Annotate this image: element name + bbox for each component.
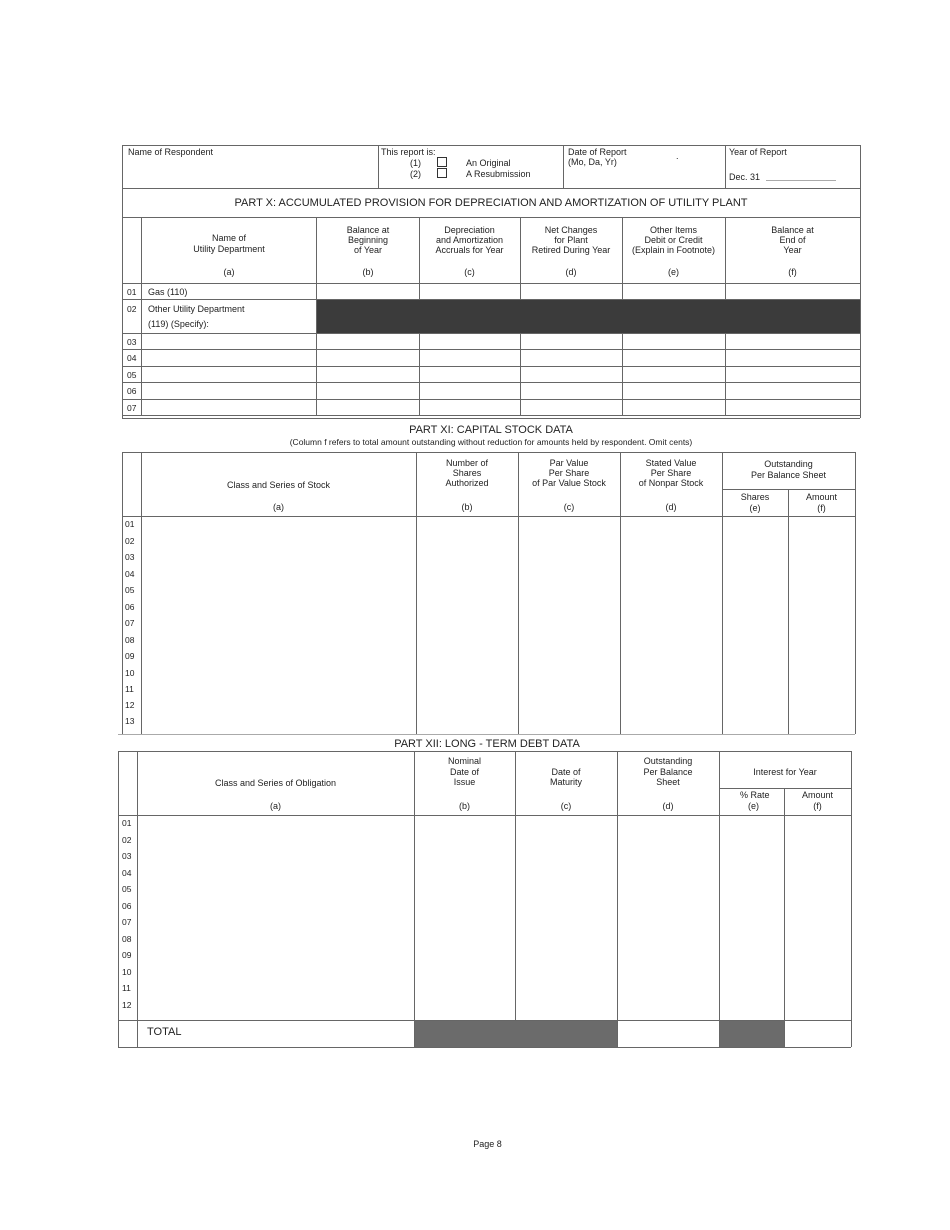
p11-row-num: 08 xyxy=(125,635,135,645)
p12-interest-header: Interest for Year xyxy=(753,767,817,777)
p10-col-b-l3: of Year xyxy=(353,245,383,255)
p11-col-c-l3: of Par Value Stock xyxy=(532,478,606,488)
p10-row-num: 05 xyxy=(127,370,137,380)
report-year-label: Year of Report xyxy=(729,147,787,157)
report-date-label: Date of Report xyxy=(568,147,627,157)
p12-col-a-letter: (a) xyxy=(270,801,281,811)
p10-col-e-l2: Debit or Credit xyxy=(644,235,703,245)
p10-col-d-letter: (d) xyxy=(565,267,577,277)
date-dot: . xyxy=(676,151,679,161)
p11-col-a-letter: (a) xyxy=(273,502,284,512)
p10-row-num: 03 xyxy=(127,337,137,347)
p11-col-b-letter: (b) xyxy=(461,502,473,512)
p11-col-f-letter: (f) xyxy=(817,503,826,513)
p11-row-num: 10 xyxy=(125,668,135,678)
p11-row-num: 11 xyxy=(125,684,134,694)
p12-col-b-l1: Nominal xyxy=(447,756,481,766)
part-xii-title: PART XII: LONG - TERM DEBT DATA xyxy=(394,738,580,750)
report-year-value: Dec. 31 xyxy=(729,172,761,182)
original-checkbox[interactable] xyxy=(437,157,447,167)
p11-row-num: 03 xyxy=(125,552,135,562)
p12-col-c-letter: (c) xyxy=(560,801,572,811)
p12-col-b-l2: Date of xyxy=(449,767,480,777)
p12-col-d-l2: Per Balance xyxy=(643,767,693,777)
p11-row-num: 04 xyxy=(125,569,135,579)
p11-col-e-letter: (e) xyxy=(749,503,761,513)
p12-row-num: 08 xyxy=(122,934,132,944)
p10-row-num: 04 xyxy=(127,353,137,363)
p10-col-b-l2: Beginning xyxy=(347,235,389,245)
original-label: An Original xyxy=(466,158,511,168)
p11-row-num: 07 xyxy=(125,618,135,628)
p11-row-num: 02 xyxy=(125,536,135,546)
p10-col-b-l1: Balance at xyxy=(346,225,390,235)
p10-col-f-l2: End of xyxy=(779,235,806,245)
p12-col-a-header: Class and Series of Obligation xyxy=(214,778,337,788)
p12-col-e-header: % Rate xyxy=(740,790,770,800)
p11-col-b-l2: Shares xyxy=(452,468,482,478)
report-date-format: (Mo, Da, Yr) xyxy=(568,157,617,167)
p11-row-num: 06 xyxy=(125,602,135,612)
total-shaded-cell-e xyxy=(720,1021,784,1047)
p11-row-num: 13 xyxy=(125,716,135,726)
p10-col-f-l3: Year xyxy=(783,245,802,255)
p10-col-c-l1: Depreciation xyxy=(444,225,495,235)
p11-col-c-l1: Par Value xyxy=(549,458,589,468)
p11-col-b-l3: Authorized xyxy=(445,478,489,488)
part-xi-subtitle: (Column f refers to total amount outstanding without reduction for amounts held by respondent. Omit cents) xyxy=(289,437,693,447)
p10-col-d-l1: Net Changes xyxy=(544,225,598,235)
total-shaded-cell-b-c xyxy=(415,1021,617,1047)
p11-row-num: 05 xyxy=(125,585,135,595)
p11-col-f-header: Amount xyxy=(805,492,838,502)
p12-row-num: 09 xyxy=(122,950,132,960)
p10-row-num: 06 xyxy=(127,386,137,396)
p10-row-label: Gas (110) xyxy=(148,287,188,297)
p10-col-c-letter: (c) xyxy=(464,267,475,277)
p12-row-num: 10 xyxy=(122,967,132,977)
p10-row-num: 01 xyxy=(127,287,137,297)
p10-row-label: Other Utility Department xyxy=(148,304,245,314)
p10-col-e-l1: Other Items xyxy=(649,225,697,235)
p12-col-c-l1: Date of xyxy=(551,767,581,777)
p11-col-b-l1: Number of xyxy=(445,458,489,468)
p10-row-num: 02 xyxy=(127,304,137,314)
resubmission-label: A Resubmission xyxy=(466,169,531,179)
p11-col-d-l1: Stated Value xyxy=(645,458,697,468)
p12-row-num: 01 xyxy=(122,818,132,828)
p10-row-label-2: (119) (Specify): xyxy=(148,319,209,329)
p10-col-f-l1: Balance at xyxy=(771,225,814,235)
p12-row-num: 07 xyxy=(122,917,132,927)
p11-col-e-header: Shares xyxy=(740,492,770,502)
p12-row-num: 03 xyxy=(122,851,132,861)
p10-col-b-letter: (b) xyxy=(362,267,374,277)
p11-col-d-l3: of Nonpar Stock xyxy=(638,478,704,488)
p12-row-num: 11 xyxy=(122,983,131,993)
p10-col-e-letter: (e) xyxy=(668,267,679,277)
p12-row-num: 05 xyxy=(122,884,132,894)
p10-col-a-letter: (a) xyxy=(223,267,235,277)
year-input-line[interactable] xyxy=(766,180,836,181)
p10-col-c-l2: and Amortization xyxy=(435,235,504,245)
p10-col-a-l2: Utility Department xyxy=(193,244,265,254)
respondent-name-label: Name of Respondent xyxy=(128,147,214,157)
p10-col-d-l3: Retired During Year xyxy=(531,245,611,255)
part-xi-title: PART XI: CAPITAL STOCK DATA xyxy=(409,424,573,436)
p12-col-f-header: Amount xyxy=(801,790,834,800)
p12-row-num: 06 xyxy=(122,901,132,911)
p12-col-d-l3: Sheet xyxy=(656,777,680,787)
p12-col-c-l2: Maturity xyxy=(549,777,582,787)
part-x-title: PART X: ACCUMULATED PROVISION FOR DEPRECIATION AND AMORTIZATION OF UTILITY PLANT xyxy=(234,197,748,209)
p12-col-d-l1: Outstanding xyxy=(643,756,693,766)
p11-col-c-l2: Per Share xyxy=(548,468,590,478)
p12-row-num: 04 xyxy=(122,868,132,878)
p11-col-d-l2: Per Share xyxy=(650,468,692,478)
p11-row-num: 01 xyxy=(125,519,135,529)
p10-row-num: 07 xyxy=(127,403,137,413)
report-type-label: This report is: xyxy=(381,147,436,157)
p10-col-e-l3: (Explain in Footnote) xyxy=(631,245,716,255)
p12-col-d-letter: (d) xyxy=(662,801,674,811)
page-number: Page 8 xyxy=(473,1139,502,1149)
p12-row-num: 02 xyxy=(122,835,132,845)
option-2-number: (2) xyxy=(410,169,421,179)
p12-col-b-letter: (b) xyxy=(459,801,470,811)
p10-col-c-l3: Accruals for Year xyxy=(435,245,504,255)
resubmission-checkbox[interactable] xyxy=(437,168,447,178)
p10-col-d-l2: for Plant xyxy=(554,235,588,245)
p12-col-f-letter: (f) xyxy=(813,801,822,811)
option-1-number: (1) xyxy=(410,158,421,168)
p12-col-b-l3: Issue xyxy=(453,777,476,787)
p11-col-a-header: Class and Series of Stock xyxy=(226,480,331,490)
p10-col-a-l1: Name of xyxy=(211,233,246,243)
p12-row-num: 12 xyxy=(122,1000,132,1010)
p12-col-e-letter: (e) xyxy=(748,801,759,811)
p11-col-d-letter: (d) xyxy=(665,502,677,512)
p10-row-02-shaded-area xyxy=(317,300,860,333)
p11-outstanding-l1: Outstanding xyxy=(764,459,813,469)
p11-row-num: 09 xyxy=(125,651,135,661)
p11-row-num: 12 xyxy=(125,700,135,710)
p10-col-f-letter: (f) xyxy=(788,267,797,277)
p11-col-c-letter: (c) xyxy=(563,502,575,512)
total-label: TOTAL xyxy=(147,1026,182,1038)
p11-outstanding-l2: Per Balance Sheet xyxy=(750,470,827,480)
